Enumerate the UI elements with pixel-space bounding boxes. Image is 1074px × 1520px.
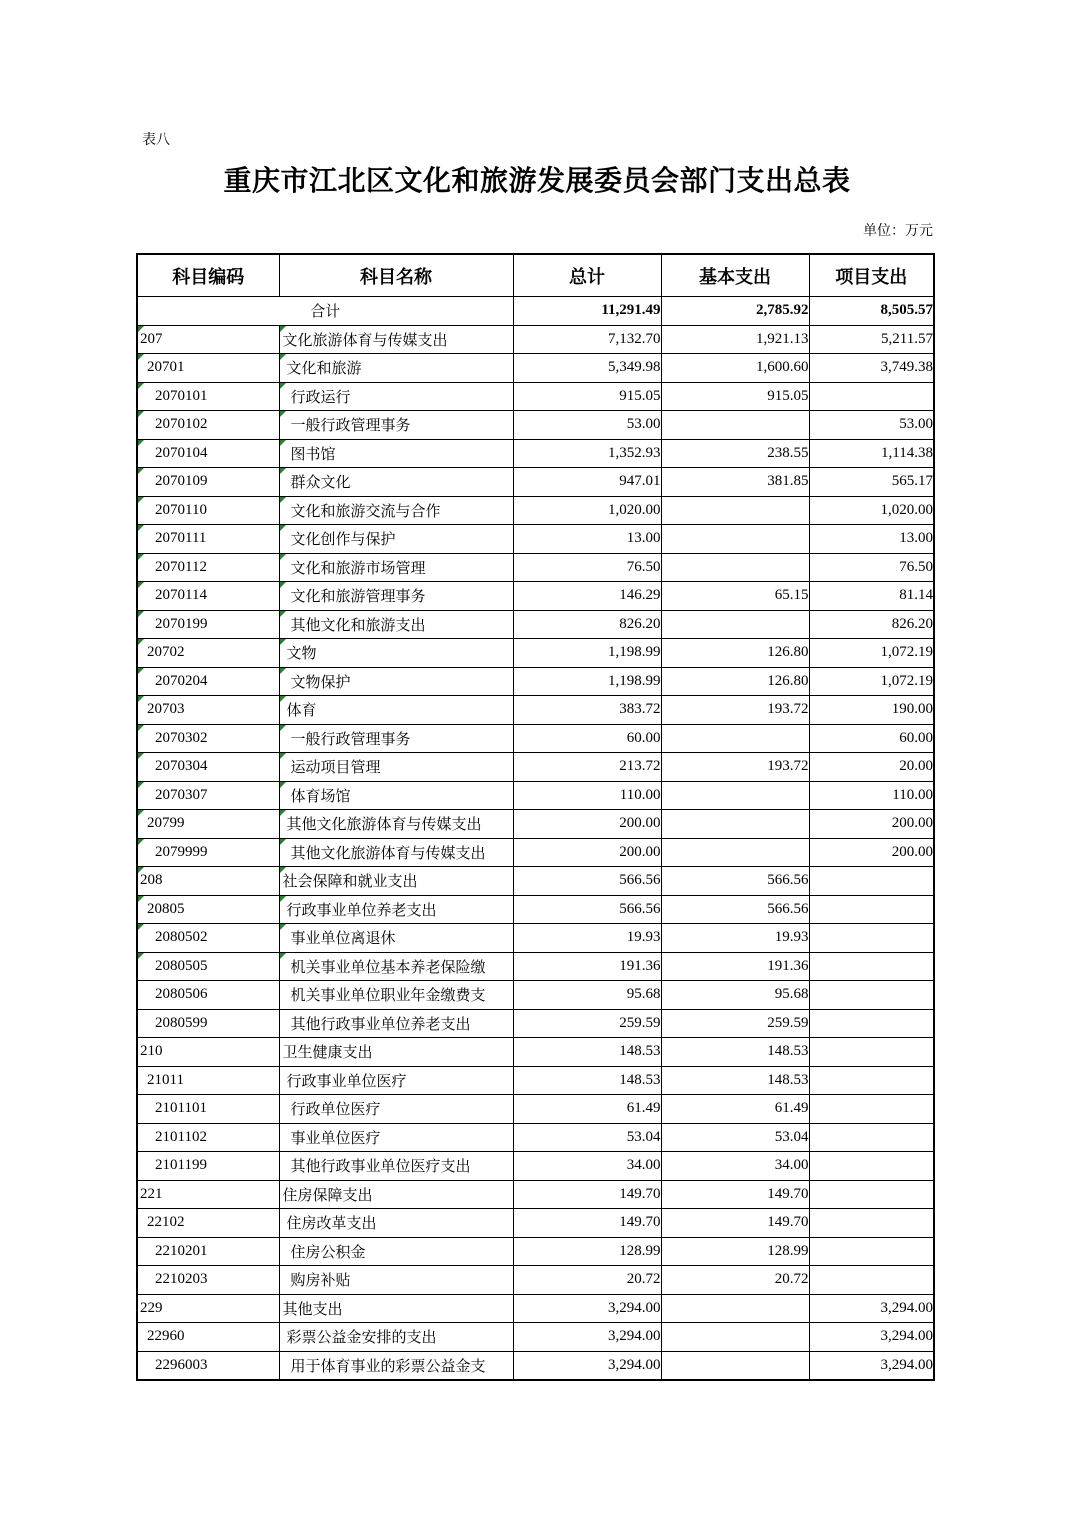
subject-name-cell: 体育: [279, 696, 513, 725]
basic-expenditure-value: [661, 1323, 809, 1352]
table-row: [137, 1038, 934, 1067]
table-row: [137, 1152, 934, 1181]
subject-code-cell: 208: [137, 867, 279, 896]
table-row: [137, 525, 934, 554]
cell-corner-marker-icon: [280, 839, 286, 845]
project-expenditure-value: 1,020.00: [809, 496, 934, 525]
project-expenditure-value: [809, 981, 934, 1010]
basic-expenditure-value: 193.72: [661, 696, 809, 725]
project-expenditure-value: 3,294.00: [809, 1294, 934, 1323]
subject-code-cell: 2101199: [137, 1152, 279, 1181]
total-value: 148.53: [513, 1038, 661, 1067]
subject-code-cell: 2070302: [137, 724, 279, 753]
subject-name-cell: 文化和旅游管理事务: [279, 582, 513, 611]
cell-corner-marker-icon: [280, 525, 286, 531]
cell-corner-marker-icon: [138, 782, 144, 788]
project-expenditure-value: 826.20: [809, 610, 934, 639]
cell-corner-marker-icon: [280, 810, 286, 816]
basic-expenditure-value: 1,600.60: [661, 354, 809, 383]
subject-code-cell: 229: [137, 1294, 279, 1323]
basic-expenditure-value: 95.68: [661, 981, 809, 1010]
col-header-total: 总计: [513, 254, 661, 297]
expenditure-table: [136, 253, 935, 1381]
header-row: [137, 254, 934, 297]
total-value: 60.00: [513, 724, 661, 753]
project-expenditure-value: [809, 952, 934, 981]
subject-code-cell: 20805: [137, 895, 279, 924]
project-expenditure-value: [809, 1095, 934, 1124]
total-value: 149.70: [513, 1209, 661, 1238]
subject-name-cell: 体育场馆: [279, 781, 513, 810]
col-header-basic-expenditure: 基本支出: [661, 254, 809, 297]
total-value: 200.00: [513, 810, 661, 839]
table-number-label: 表八: [142, 133, 170, 148]
subject-code-cell: 22960: [137, 1323, 279, 1352]
table-row: [137, 1209, 934, 1238]
project-expenditure-value: [809, 1123, 934, 1152]
project-expenditure-value: 60.00: [809, 724, 934, 753]
subject-code-cell: 2070204: [137, 667, 279, 696]
table-row: [137, 810, 934, 839]
unit-label: 单位：万元: [863, 224, 933, 239]
cell-corner-marker-icon: [138, 582, 144, 588]
table-row: [137, 553, 934, 582]
table-row: [137, 1266, 934, 1295]
subject-code-cell: 2080506: [137, 981, 279, 1010]
table-row: [137, 667, 934, 696]
subject-name-cell: 群众文化: [279, 468, 513, 497]
basic-expenditure-value: 148.53: [661, 1038, 809, 1067]
total-value: 3,294.00: [513, 1294, 661, 1323]
cell-corner-marker-icon: [280, 354, 286, 360]
table-row: [137, 496, 934, 525]
subject-name-cell: 其他文化和旅游支出: [279, 610, 513, 639]
col-header-subject-code: 科目编码: [137, 254, 279, 297]
cell-corner-marker-icon: [138, 810, 144, 816]
project-expenditure-value: [809, 1209, 934, 1238]
total-value: 566.56: [513, 867, 661, 896]
project-expenditure-value: 76.50: [809, 553, 934, 582]
table-row: [137, 867, 934, 896]
subject-code-cell: 2080505: [137, 952, 279, 981]
subject-code-cell: 2101101: [137, 1095, 279, 1124]
total-value: 383.72: [513, 696, 661, 725]
cell-corner-marker-icon: [280, 867, 286, 873]
table-row: [137, 639, 934, 668]
total-value: 259.59: [513, 1009, 661, 1038]
table-row: [137, 439, 934, 468]
subject-name-cell: 购房补贴: [279, 1266, 513, 1295]
basic-expenditure-value: [661, 411, 809, 440]
project-expenditure-value: 1,072.19: [809, 667, 934, 696]
subject-name-cell: 住房公积金: [279, 1237, 513, 1266]
cell-corner-marker-icon: [138, 525, 144, 531]
total-value: 95.68: [513, 981, 661, 1010]
cell-corner-marker-icon: [280, 326, 286, 332]
subject-code-cell: 20701: [137, 354, 279, 383]
project-expenditure-value: 3,749.38: [809, 354, 934, 383]
project-expenditure-value: 200.00: [809, 810, 934, 839]
cell-corner-marker-icon: [280, 896, 286, 902]
subject-name-cell: 文物: [279, 639, 513, 668]
total-value: 213.72: [513, 753, 661, 782]
basic-expenditure-value: 148.53: [661, 1066, 809, 1095]
basic-expenditure-value: 149.70: [661, 1209, 809, 1238]
subject-code-cell: 2070101: [137, 382, 279, 411]
cell-corner-marker-icon: [138, 440, 144, 446]
cell-corner-marker-icon: [138, 497, 144, 503]
subject-code-cell: 221: [137, 1180, 279, 1209]
table-row: [137, 895, 934, 924]
project-expenditure-value: [809, 1152, 934, 1181]
basic-expenditure-value: 915.05: [661, 382, 809, 411]
subject-name-cell: 文化旅游体育与传媒支出: [279, 325, 513, 354]
total-value: 53.04: [513, 1123, 661, 1152]
basic-expenditure-value: 2,785.92: [661, 297, 809, 326]
basic-expenditure-value: [661, 525, 809, 554]
subject-code-cell: 20799: [137, 810, 279, 839]
table-row: [137, 924, 934, 953]
basic-expenditure-value: 126.80: [661, 639, 809, 668]
table-row: [137, 1095, 934, 1124]
subject-name-cell: 事业单位离退休: [279, 924, 513, 953]
subject-code-cell: 2070102: [137, 411, 279, 440]
table-header: [137, 254, 934, 297]
cell-corner-marker-icon: [280, 611, 286, 617]
basic-expenditure-value: 566.56: [661, 895, 809, 924]
basic-expenditure-value: 65.15: [661, 582, 809, 611]
table-row: [137, 1123, 934, 1152]
total-value: 915.05: [513, 382, 661, 411]
cell-corner-marker-icon: [138, 554, 144, 560]
total-value: 947.01: [513, 468, 661, 497]
cell-corner-marker-icon: [138, 753, 144, 759]
total-value: 76.50: [513, 553, 661, 582]
table-row: [137, 753, 934, 782]
subject-name-cell: 机关事业单位职业年金缴费支: [279, 981, 513, 1010]
subject-name-cell: 机关事业单位基本养老保险缴: [279, 952, 513, 981]
project-expenditure-value: 200.00: [809, 838, 934, 867]
project-expenditure-value: [809, 1180, 934, 1209]
subject-code-cell: 2070114: [137, 582, 279, 611]
subject-code-cell: 2080502: [137, 924, 279, 953]
project-expenditure-value: 81.14: [809, 582, 934, 611]
table-row: [137, 610, 934, 639]
subject-code-cell: 2070109: [137, 468, 279, 497]
total-value: 1,020.00: [513, 496, 661, 525]
cell-corner-marker-icon: [280, 696, 286, 702]
total-value: 13.00: [513, 525, 661, 554]
basic-expenditure-value: [661, 724, 809, 753]
subject-name-cell: 其他行政事业单位医疗支出: [279, 1152, 513, 1181]
subject-name-cell: 图书馆: [279, 439, 513, 468]
project-expenditure-value: [809, 1266, 934, 1295]
total-value: 1,352.93: [513, 439, 661, 468]
table-row: [137, 1237, 934, 1266]
subject-code-cell: 20703: [137, 696, 279, 725]
cell-corner-marker-icon: [138, 611, 144, 617]
project-expenditure-value: 3,294.00: [809, 1351, 934, 1380]
project-expenditure-value: 13.00: [809, 525, 934, 554]
subject-name-cell: 行政单位医疗: [279, 1095, 513, 1124]
project-expenditure-value: 8,505.57: [809, 297, 934, 326]
cell-corner-marker-icon: [280, 953, 286, 959]
project-expenditure-value: [809, 924, 934, 953]
subject-code-cell: 2296003: [137, 1351, 279, 1380]
cell-corner-marker-icon: [280, 554, 286, 560]
total-value: 20.72: [513, 1266, 661, 1295]
subject-code-cell: 2210201: [137, 1237, 279, 1266]
basic-expenditure-value: [661, 1294, 809, 1323]
subject-name-cell: 一般行政管理事务: [279, 411, 513, 440]
total-value: 53.00: [513, 411, 661, 440]
table-row: [137, 981, 934, 1010]
page-title: 重庆市江北区文化和旅游发展委员会部门支出总表: [223, 166, 851, 197]
subject-name-cell: 住房保障支出: [279, 1180, 513, 1209]
basic-expenditure-value: [661, 1351, 809, 1380]
project-expenditure-value: 3,294.00: [809, 1323, 934, 1352]
table-row: [137, 838, 934, 867]
basic-expenditure-value: 1,921.13: [661, 325, 809, 354]
project-expenditure-value: 110.00: [809, 781, 934, 810]
total-value: 566.56: [513, 895, 661, 924]
basic-expenditure-value: 20.72: [661, 1266, 809, 1295]
basic-expenditure-value: 149.70: [661, 1180, 809, 1209]
subject-code-cell: 210: [137, 1038, 279, 1067]
basic-expenditure-value: [661, 496, 809, 525]
table-row: [137, 1351, 934, 1380]
cell-corner-marker-icon: [138, 953, 144, 959]
cell-corner-marker-icon: [280, 383, 286, 389]
cell-corner-marker-icon: [138, 411, 144, 417]
project-expenditure-value: 20.00: [809, 753, 934, 782]
subject-name-cell: 文化和旅游市场管理: [279, 553, 513, 582]
project-expenditure-value: [809, 382, 934, 411]
table-row: [137, 582, 934, 611]
subject-code-cell: 2070304: [137, 753, 279, 782]
total-value: 1,198.99: [513, 639, 661, 668]
cell-corner-marker-icon: [280, 497, 286, 503]
table-row: [137, 468, 934, 497]
grand-total-label: 合计: [137, 297, 513, 326]
subject-code-cell: 2079999: [137, 838, 279, 867]
total-value: 11,291.49: [513, 297, 661, 326]
cell-corner-marker-icon: [138, 383, 144, 389]
table-row: [137, 354, 934, 383]
cell-corner-marker-icon: [280, 668, 286, 674]
project-expenditure-value: 1,114.38: [809, 439, 934, 468]
table-row: [137, 781, 934, 810]
cell-corner-marker-icon: [138, 639, 144, 645]
total-value: 191.36: [513, 952, 661, 981]
subject-code-cell: 2070111: [137, 525, 279, 554]
basic-expenditure-value: 193.72: [661, 753, 809, 782]
total-value: 149.70: [513, 1180, 661, 1209]
project-expenditure-value: [809, 867, 934, 896]
col-header-project-expenditure: 项目支出: [809, 254, 934, 297]
cell-corner-marker-icon: [138, 924, 144, 930]
subject-name-cell: 文物保护: [279, 667, 513, 696]
subject-code-cell: 2070307: [137, 781, 279, 810]
subject-name-cell: 其他文化旅游体育与传媒支出: [279, 838, 513, 867]
project-expenditure-value: [809, 1237, 934, 1266]
cell-corner-marker-icon: [280, 753, 286, 759]
subject-code-cell: 2070112: [137, 553, 279, 582]
cell-corner-marker-icon: [280, 411, 286, 417]
project-expenditure-value: [809, 1009, 934, 1038]
project-expenditure-value: 53.00: [809, 411, 934, 440]
subject-name-cell: 行政事业单位医疗: [279, 1066, 513, 1095]
table-row: [137, 724, 934, 753]
cell-corner-marker-icon: [138, 696, 144, 702]
basic-expenditure-value: 259.59: [661, 1009, 809, 1038]
subject-name-cell: 其他文化旅游体育与传媒支出: [279, 810, 513, 839]
total-value: 110.00: [513, 781, 661, 810]
table-row: [137, 411, 934, 440]
total-value: 7,132.70: [513, 325, 661, 354]
table-row: [137, 696, 934, 725]
total-value: 1,198.99: [513, 667, 661, 696]
total-value: 148.53: [513, 1066, 661, 1095]
subject-name-cell: 运动项目管理: [279, 753, 513, 782]
cell-corner-marker-icon: [280, 440, 286, 446]
project-expenditure-value: 1,072.19: [809, 639, 934, 668]
table-row: [137, 382, 934, 411]
subject-name-cell: 彩票公益金安排的支出: [279, 1323, 513, 1352]
subject-name-cell: 卫生健康支出: [279, 1038, 513, 1067]
col-header-subject-name: 科目名称: [279, 254, 513, 297]
table-row: [137, 1066, 934, 1095]
total-value: 200.00: [513, 838, 661, 867]
basic-expenditure-value: 381.85: [661, 468, 809, 497]
cell-corner-marker-icon: [280, 639, 286, 645]
subject-code-cell: 21011: [137, 1066, 279, 1095]
subject-code-cell: 22102: [137, 1209, 279, 1238]
subject-name-cell: 文化和旅游交流与合作: [279, 496, 513, 525]
cell-corner-marker-icon: [280, 468, 286, 474]
total-value: 19.93: [513, 924, 661, 953]
table-row-grand-total: [137, 297, 934, 326]
cell-corner-marker-icon: [138, 896, 144, 902]
basic-expenditure-value: [661, 838, 809, 867]
table-row: [137, 1009, 934, 1038]
subject-code-cell: 2070104: [137, 439, 279, 468]
subject-name-cell: 用于体育事业的彩票公益金支: [279, 1351, 513, 1380]
basic-expenditure-value: [661, 610, 809, 639]
total-value: 3,294.00: [513, 1323, 661, 1352]
project-expenditure-value: [809, 1066, 934, 1095]
total-value: 5,349.98: [513, 354, 661, 383]
basic-expenditure-value: [661, 810, 809, 839]
cell-corner-marker-icon: [138, 326, 144, 332]
basic-expenditure-value: 19.93: [661, 924, 809, 953]
total-value: 826.20: [513, 610, 661, 639]
table-body: [137, 297, 934, 1381]
basic-expenditure-value: 128.99: [661, 1237, 809, 1266]
basic-expenditure-value: 191.36: [661, 952, 809, 981]
cell-corner-marker-icon: [280, 582, 286, 588]
subject-name-cell: 事业单位医疗: [279, 1123, 513, 1152]
subject-code-cell: 2070199: [137, 610, 279, 639]
project-expenditure-value: [809, 895, 934, 924]
basic-expenditure-value: [661, 553, 809, 582]
subject-name-cell: 文化和旅游: [279, 354, 513, 383]
cell-corner-marker-icon: [280, 924, 286, 930]
total-value: 34.00: [513, 1152, 661, 1181]
basic-expenditure-value: 53.04: [661, 1123, 809, 1152]
total-value: 128.99: [513, 1237, 661, 1266]
table-row: [137, 325, 934, 354]
table-row: [137, 1294, 934, 1323]
table-row: [137, 1180, 934, 1209]
basic-expenditure-value: 238.55: [661, 439, 809, 468]
subject-code-cell: 2101102: [137, 1123, 279, 1152]
cell-corner-marker-icon: [138, 867, 144, 873]
total-value: 3,294.00: [513, 1351, 661, 1380]
subject-code-cell: 2210203: [137, 1266, 279, 1295]
cell-corner-marker-icon: [138, 468, 144, 474]
subject-code-cell: 2080599: [137, 1009, 279, 1038]
cell-corner-marker-icon: [138, 668, 144, 674]
project-expenditure-value: 190.00: [809, 696, 934, 725]
subject-name-cell: 一般行政管理事务: [279, 724, 513, 753]
subject-code-cell: 20702: [137, 639, 279, 668]
project-expenditure-value: [809, 1038, 934, 1067]
subject-name-cell: 社会保障和就业支出: [279, 867, 513, 896]
total-value: 146.29: [513, 582, 661, 611]
subject-name-cell: 其他行政事业单位养老支出: [279, 1009, 513, 1038]
basic-expenditure-value: 566.56: [661, 867, 809, 896]
basic-expenditure-value: 34.00: [661, 1152, 809, 1181]
table-row: [137, 952, 934, 981]
basic-expenditure-value: 61.49: [661, 1095, 809, 1124]
table-row: [137, 1323, 934, 1352]
subject-name-cell: 文化创作与保护: [279, 525, 513, 554]
subject-name-cell: 行政事业单位养老支出: [279, 895, 513, 924]
subject-name-cell: 住房改革支出: [279, 1209, 513, 1238]
basic-expenditure-value: [661, 781, 809, 810]
subject-name-cell: 其他支出: [279, 1294, 513, 1323]
cell-corner-marker-icon: [280, 782, 286, 788]
cell-corner-marker-icon: [138, 725, 144, 731]
cell-corner-marker-icon: [280, 725, 286, 731]
total-value: 61.49: [513, 1095, 661, 1124]
basic-expenditure-value: 126.80: [661, 667, 809, 696]
subject-code-cell: 207: [137, 325, 279, 354]
cell-corner-marker-icon: [138, 354, 144, 360]
subject-name-cell: 行政运行: [279, 382, 513, 411]
project-expenditure-value: 5,211.57: [809, 325, 934, 354]
cell-corner-marker-icon: [138, 839, 144, 845]
project-expenditure-value: 565.17: [809, 468, 934, 497]
subject-code-cell: 2070110: [137, 496, 279, 525]
